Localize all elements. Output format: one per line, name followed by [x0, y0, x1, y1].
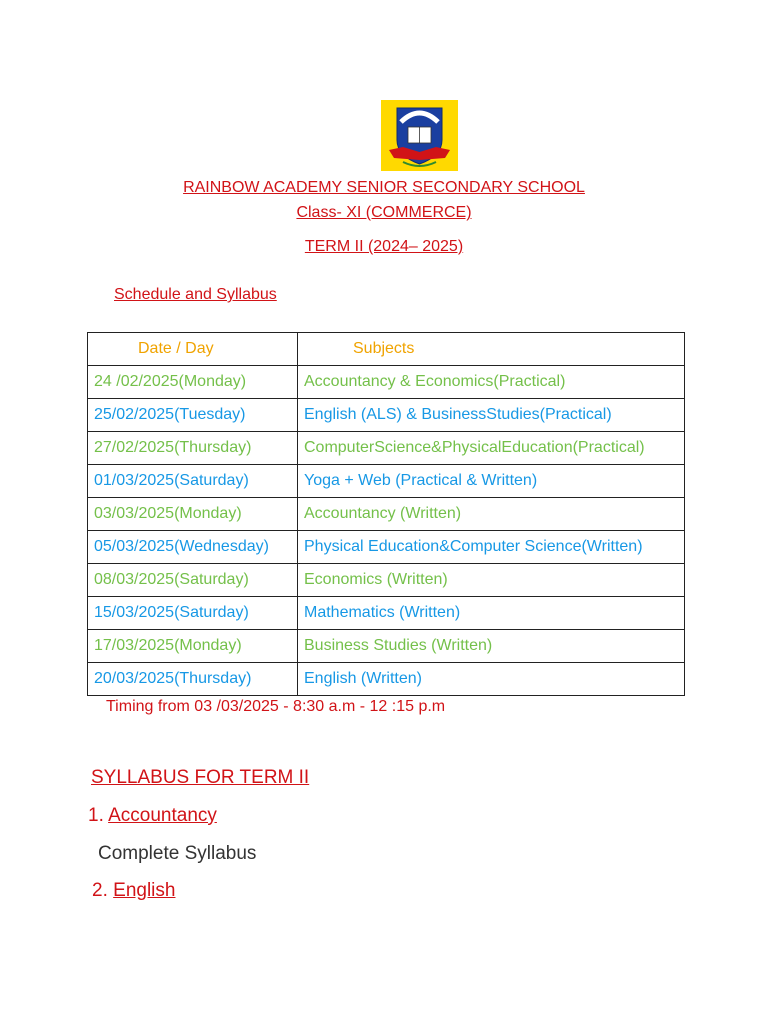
date-cell: 08/03/2025(Saturday) — [88, 564, 298, 597]
table-row — [88, 564, 685, 597]
syllabus-item — [92, 880, 175, 902]
exam-timing: Timing from 03 /03/2025 - 8:30 a.m - 12 :15 p.m — [106, 698, 446, 715]
term-title: TERM II (2024– 2025) — [304, 238, 464, 255]
table-row — [88, 366, 685, 399]
subject-cell: Mathematics (Written) — [298, 597, 685, 630]
table-row — [88, 432, 685, 465]
date-cell: 20/03/2025(Thursday) — [88, 663, 298, 696]
date-cell: 15/03/2025(Saturday) — [88, 597, 298, 630]
date-cell: 01/03/2025(Saturday) — [88, 465, 298, 498]
date-cell: 27/02/2025(Thursday) — [88, 432, 298, 465]
subject-cell: Accountancy & Economics(Practical) — [298, 366, 685, 399]
subject-cell: Physical Education&Computer Science(Written) — [298, 531, 685, 564]
school-name: RAINBOW ACADEMY SENIOR SECONDARY SCHOOL — [183, 179, 585, 196]
subject-cell: Business Studies (Written) — [298, 630, 685, 663]
subject-cell: Yoga + Web (Practical & Written) — [298, 465, 685, 498]
table-row — [88, 399, 685, 432]
table-header-row — [88, 333, 685, 366]
column-header-subjects: Subjects — [298, 333, 685, 366]
syllabus-item-description: Complete Syllabus — [98, 843, 257, 864]
syllabus-item-label: Accountancy — [108, 805, 217, 826]
subject-cell: Economics (Written) — [298, 564, 685, 597]
school-logo — [381, 100, 458, 171]
table-row — [88, 498, 685, 531]
syllabus-item — [88, 805, 217, 827]
date-cell: 24 /02/2025(Monday) — [88, 366, 298, 399]
date-cell: 17/03/2025(Monday) — [88, 630, 298, 663]
class-name: Class- XI (COMMERCE) — [296, 204, 472, 221]
table-row — [88, 531, 685, 564]
schedule-table — [87, 332, 685, 696]
date-cell: 05/03/2025(Wednesday) — [88, 531, 298, 564]
table-row — [88, 597, 685, 630]
syllabus-item-label: English — [113, 880, 176, 901]
subject-cell: Accountancy (Written) — [298, 498, 685, 531]
subject-cell: ComputerScience&PhysicalEducation(Practical) — [298, 432, 685, 465]
schedule-body — [88, 366, 685, 696]
date-cell: 25/02/2025(Tuesday) — [88, 399, 298, 432]
date-cell: 03/03/2025(Monday) — [88, 498, 298, 531]
syllabus-item-number: 2. — [92, 880, 108, 901]
table-row — [88, 663, 685, 696]
syllabus-item-number: 1. — [88, 805, 104, 826]
column-header-date: Date / Day — [88, 333, 298, 366]
table-row — [88, 630, 685, 663]
syllabus-heading: SYLLABUS FOR TERM II — [91, 767, 310, 788]
school-crest-icon — [381, 100, 458, 171]
table-row — [88, 465, 685, 498]
subject-cell: English (Written) — [298, 663, 685, 696]
section-heading: Schedule and Syllabus — [114, 286, 277, 303]
subject-cell: English (ALS) & BusinessStudies(Practical) — [298, 399, 685, 432]
